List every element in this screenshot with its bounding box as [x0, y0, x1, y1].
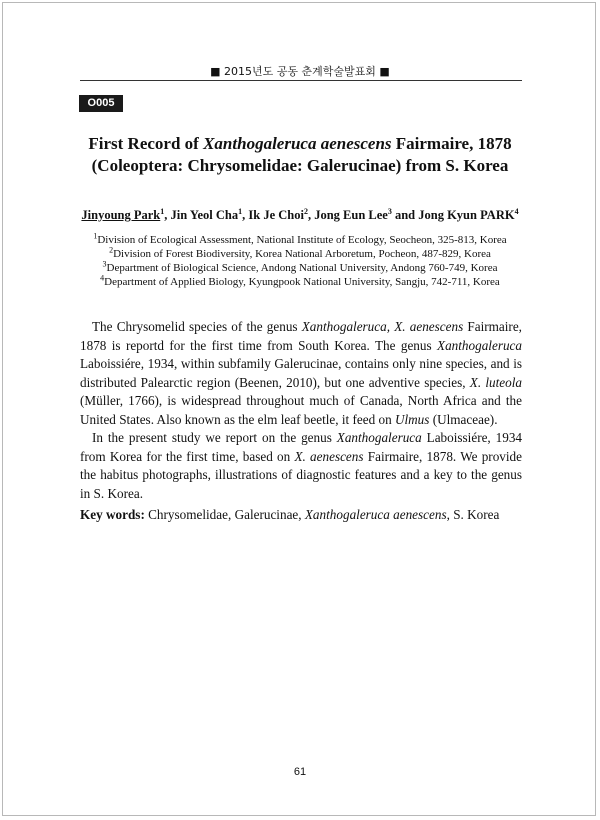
affiliation-line: $^4$Department of Applied Biology, Kyungpook National University, Sangju, 742-711, Korea — [100, 273, 500, 288]
author-list: Jinyoung Park$^1$, Jin Yeol Cha$^1$, Ik Je Choi$^2$, Jong Eun Lee$^3$ and Jong Kyun PARK$^4$ — [81, 206, 519, 222]
author-affil-sup: 3 — [387, 206, 392, 216]
title-line-2: (Coleoptera: Chrysomelidae: Galerucinae) from S. Korea — [91, 156, 509, 175]
author-affil-sup: 2 — [303, 206, 308, 216]
page-number: 61 — [293, 766, 307, 778]
author-affil-sup: 1 — [238, 206, 243, 216]
author-name: Jin Yeol Cha — [170, 208, 239, 222]
keywords-label: Key words: — [80, 507, 145, 522]
author-name: Jong Eun Lee — [314, 208, 388, 222]
abstract-body — [80, 318, 522, 503]
paper-title — [70, 133, 530, 177]
abstract-id-badge: O005 — [79, 95, 123, 112]
affiliation-line: $^2$Division of Forest Biodiversity, Korea National Arboretum, Pocheon, 487-829, Korea — [109, 245, 491, 260]
title-species: Xanthogaleruca aenescens — [203, 134, 392, 153]
running-header: ■ 2015년도 공동 춘계학술발표회 ■ — [210, 65, 390, 78]
abstract-paragraph-1: The Chrysomelid species of the genus Xanthogaleruca, X. aenescens Fairmaire, 1878 is reportd for the first time from South Korea. The genus Xanthogaleruca Laboissiére, 1934, within subfamily Galerucinae, contains only nine species, and is distributed Palearctic region (Beenen, 2010), but one adventive species, X. luteola (Müller, 1766), is widespread throughout much of Canada, North Africa and the United States. Also known as the elm leaf beetle, it feed on Ulmus (Ulmaceae). — [80, 319, 522, 427]
author-affil-sup: 4 — [514, 206, 519, 216]
author-affil-sup: 1 — [160, 206, 165, 216]
keywords: Key words: Chrysomelidae, Galerucinae, Xanthogaleruca aenescens, S. Korea — [80, 507, 500, 522]
affiliation-line: $^1$Division of Ecological Assessment, National Institute of Ecology, Seocheon, 325-813, Korea — [93, 231, 507, 246]
affiliation-line: $^3$Department of Biological Science, Andong National University, Andong 760-749, Korea — [102, 259, 498, 274]
author-name: Jinyoung Park — [81, 208, 161, 222]
author-name: Ik Je Choi — [248, 208, 304, 222]
author-name: Jong Kyun PARK — [418, 208, 515, 222]
title-line-1: First Record of Xanthogaleruca aenescens Fairmaire, 1878 — [88, 134, 512, 153]
abstract-paragraph-2: In the present study we report on the genus Xanthogaleruca Laboissiére, 1934 from Korea for the first time, based on X. aenescens Fairmaire, 1878. We provide the habitus photographs, illustrations of diagnostic features and a key to the genus in S. Korea. — [80, 430, 523, 501]
header-rule — [80, 80, 522, 81]
affiliations — [60, 233, 540, 289]
